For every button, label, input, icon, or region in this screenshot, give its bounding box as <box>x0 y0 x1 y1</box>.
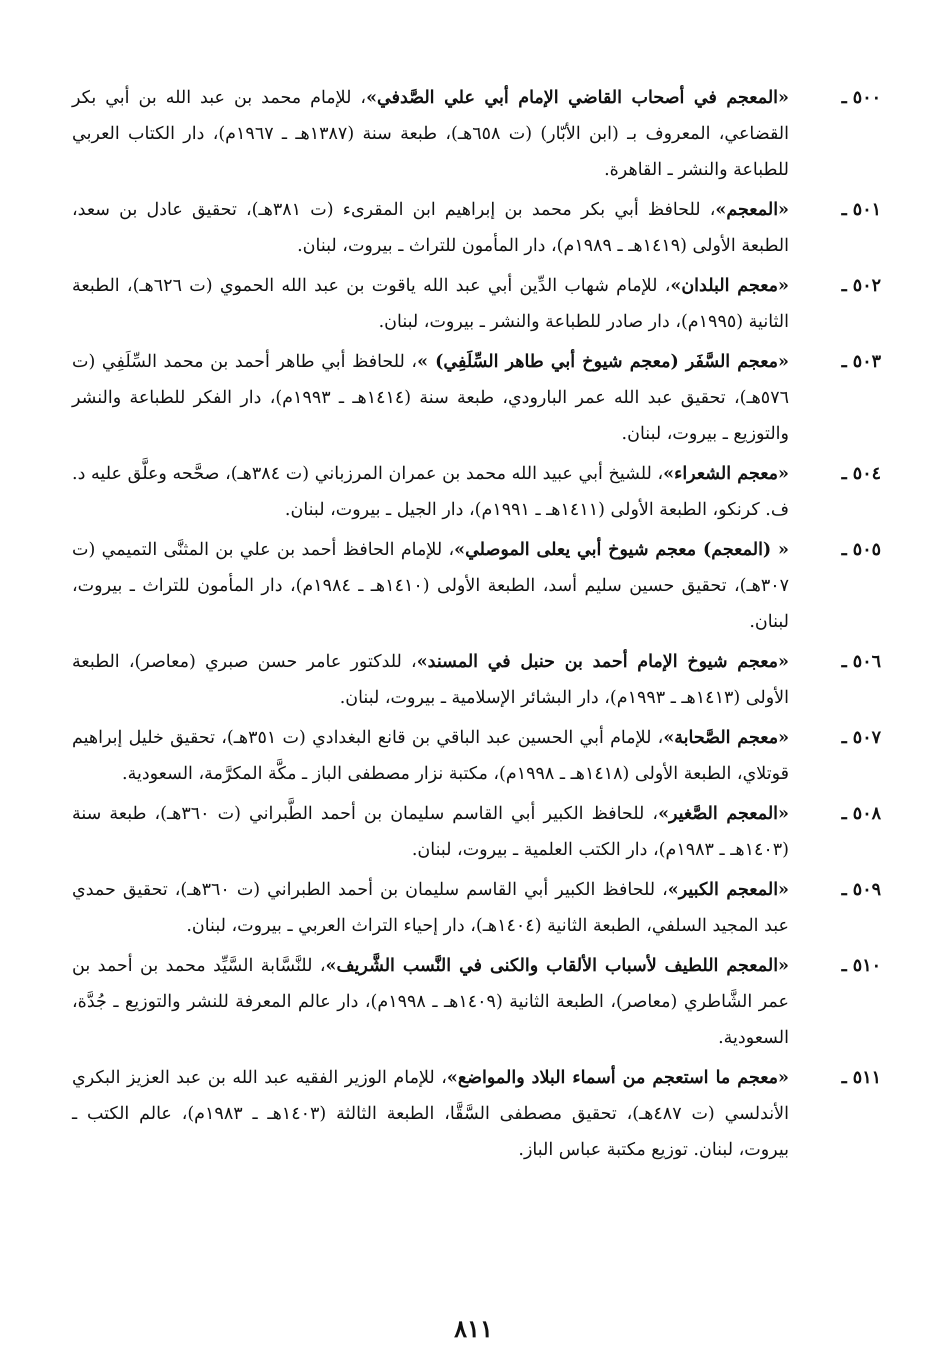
entry-title: «معجم الشعراء» <box>663 464 789 484</box>
entry-number: ٥٠٠ ـ <box>841 88 881 108</box>
entry-details: ، للدكتور عامر حسن صبري (معاصر)، الطبعة الأولى (١٤١٣هـ ـ ١٩٩٣م)، دار البشائر الإسلامية ـ بيروت، لبنان. <box>72 652 789 708</box>
bibliography-entry <box>72 80 881 188</box>
entry-number: ٥١١ ـ <box>841 1068 881 1088</box>
entry-title: «المعجم الصَّغير» <box>658 804 789 824</box>
entry-title: «معجم شيوخ الإمام أحمد بن حنبل في المسند» <box>416 652 789 672</box>
entry-details: ، للحافظ الكبير أبي القاسم سليمان بن أحمد الطبراني (ت ٣٦٠هـ)، تحقيق حمدي عبد المجيد السلفي، الطبعة الثانية (١٤٠٤هـ)، دار إحياء التراث العربي ـ بيروت، لبنان. <box>72 880 789 936</box>
bibliography-entry <box>72 1060 881 1168</box>
entry-number: ٥٠٤ ـ <box>841 464 881 484</box>
entry-title: «المعجم اللطيف لأسباب الألقاب والكنى في النَّسب الشَّريف» <box>325 956 789 976</box>
entry-details: ، للإمام أبي الحسين عبد الباقي بن قانع البغدادي (ت ٣٥١هـ)، تحقيق خليل إبراهيم قوتلاي، الطبعة الأولى (١٤١٨هـ ـ ١٩٩٨م)، مكتبة نزار مصطفى الباز ـ مكَّة المكرَّمة، السعودية. <box>72 728 789 784</box>
entry-title: «المعجم الكبير» <box>667 880 789 900</box>
entry-title: « (المعجم) معجم شيوخ أبي يعلى الموصلي» <box>454 540 789 560</box>
entry-details: ، للحافظ الكبير أبي القاسم سليمان بن أحمد الطَّبراني (ت ٣٦٠هـ)، طبعة سنة (١٤٠٣هـ ـ ١٩٨٣م)، دار الكتب العلمية ـ بيروت، لبنان. <box>72 804 789 860</box>
bibliography-entry <box>72 192 881 264</box>
bibliography-entry <box>72 344 881 452</box>
bibliography-entry <box>72 532 881 640</box>
bibliography-entry <box>72 644 881 716</box>
entry-details: ، للنَّسَّابة السَّيِّد محمد بن أحمد بن عمر الشَّاطري (معاصر)، الطبعة الثانية (١٤٠٩هـ ـ ١٩٩٨م)، دار عالم المعرفة للنشر والتوزيع ـ جُدَّة، السعودية. <box>72 956 789 1048</box>
entry-title: «معجم البلدان» <box>670 276 789 296</box>
entry-number: ٥٠٢ ـ <box>841 276 881 296</box>
bibliography-entry <box>72 948 881 1056</box>
entry-details: ، للحافظ أبي بكر محمد بن إبراهيم ابن المقرىء (ت ٣٨١هـ)، تحقيق عادل بن سعد، الطبعة الأولى (١٤١٩هـ ـ ١٩٨٩م)، دار المأمون للتراث ـ بيروت، لبنان. <box>72 200 789 256</box>
entry-number: ٥١٠ ـ <box>841 956 881 976</box>
entry-details: ، للإمام محمد بن عبد الله بن أبي بكر القضاعي، المعروف بـ (ابن الأبّار) (ت ٦٥٨هـ)، طبعة سنة (١٣٨٧هـ ـ ١٩٦٧م)، دار الكتاب العربي للطباعة والنشر ـ القاهرة. <box>72 88 789 180</box>
bibliography-entry <box>72 796 881 868</box>
entry-details: ، للإمام الوزير الفقيه عبد الله بن عبد العزيز البكري الأندلسي (ت ٤٨٧هـ)، تحقيق مصطفى السَّقَّا، الطبعة الثالثة (١٤٠٣هـ ـ ١٩٨٣م)، عالم الكتب ـ بيروت، لبنان. توزيع مكتبة عباس الباز. <box>72 1068 790 1160</box>
entry-details: ، للإمام الحافظ أحمد بن علي بن المثنَّى التميمي (ت ٣٠٧هـ)، تحقيق حسين سليم أسد، الطبعة الأولى (١٤١٠هـ ـ ١٩٨٤م)، دار المأمون للتراث ـ بيروت، لبنان. <box>72 540 790 632</box>
bibliography-entry <box>72 720 881 792</box>
entry-number: ٥٠٥ ـ <box>841 540 881 560</box>
bibliography-entry <box>72 268 881 340</box>
entry-number: ٥٠٦ ـ <box>841 652 881 672</box>
entry-details: ، للشيخ أبي عبيد الله محمد بن عمران المرزباني (ت ٣٨٤هـ)، صحَّحه وعلَّق عليه د. ف. كرنكو، الطبعة الأولى (١٤١١هـ ـ ١٩٩١م)، دار الجيل ـ بيروت، لبنان. <box>72 464 789 520</box>
entry-number: ٥٠١ ـ <box>841 200 881 220</box>
entry-details: ، للحافظ أبي طاهر أحمد بن محمد السِّلَفِي (ت ٥٧٦هـ)، تحقيق عبد الله عمر البارودي، طبعة سنة (١٤١٤هـ ـ ١٩٩٣م)، دار الفكر للطباعة والنشر والتوزيع ـ بيروت، لبنان. <box>72 352 789 444</box>
entry-title: «المعجم في أصحاب القاضي الإمام أبي علي الصَّدفي» <box>366 88 789 108</box>
entry-number: ٥٠٨ ـ <box>841 804 881 824</box>
bibliography-entry <box>72 872 881 944</box>
entry-title: «معجم السَّفَر (معجم شيوخ أبي طاهر السِّلَفِي) » <box>417 352 789 372</box>
bibliography-entry <box>72 456 881 528</box>
page-number: ٨١١ <box>454 1314 493 1343</box>
entry-number: ٥٠٧ ـ <box>841 728 881 748</box>
bibliography-list <box>72 80 881 1172</box>
entry-title: «المعجم» <box>715 200 789 220</box>
entry-number: ٥٠٣ ـ <box>841 352 881 372</box>
entry-number: ٥٠٩ ـ <box>841 880 881 900</box>
entry-details: ، للإمام شهاب الدِّين أبي عبد الله ياقوت بن عبد الله الحموي (ت ٦٢٦هـ)، الطبعة الثانية (١٩٩٥م)، دار صادر للطباعة والنشر ـ بيروت، لبنان. <box>72 276 789 332</box>
entry-title: «معجم ما استعجم من أسماء البلاد والمواضع» <box>446 1068 789 1088</box>
entry-title: «معجم الصَّحابة» <box>663 728 790 748</box>
